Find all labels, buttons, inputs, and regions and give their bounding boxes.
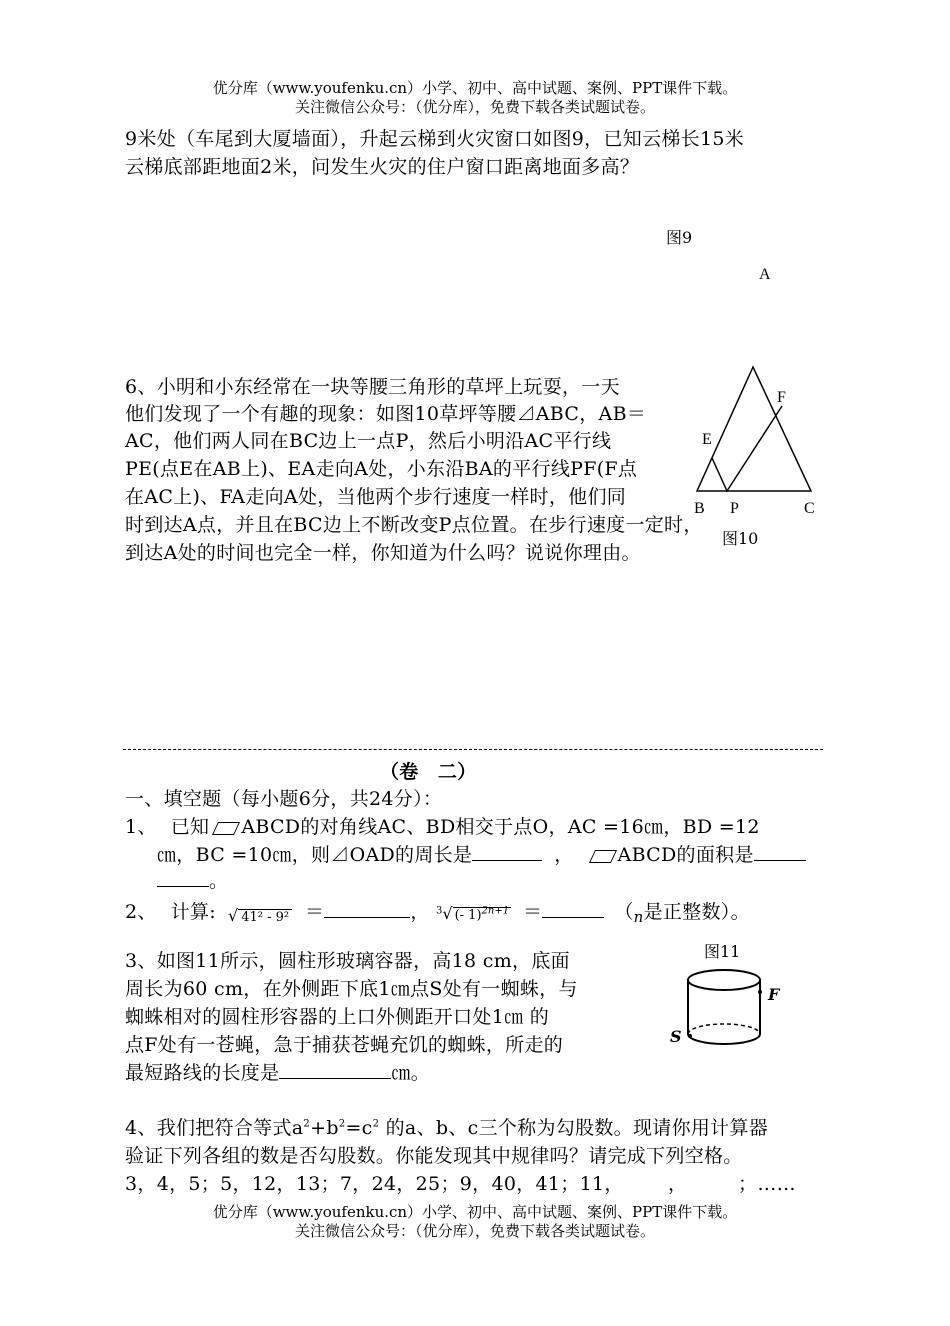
q6-line: 6、小明和小东经常在一块等腰三角形的草坪上玩耍，一天	[125, 376, 620, 398]
q1-text: 已知	[170, 816, 210, 838]
q2-number: 2、	[125, 901, 157, 923]
q6-line: PE(点E在AB上)、EA走向A处，小东沿BA的平行线PF(F点	[125, 458, 638, 480]
root-exponent: 2n+1	[481, 905, 510, 917]
q2-line	[125, 897, 216, 924]
q3-line: 3、如图11所示，圆柱形玻璃容器，高18 cm，底面	[125, 950, 570, 972]
q1-period: 。	[209, 870, 229, 892]
fill-in-section-heading: 一、填空题（每小题6分，共24分）：	[125, 788, 443, 810]
figure-label-p: P	[730, 500, 739, 517]
q2-end	[523, 897, 750, 926]
figure-11-caption: 图11	[704, 942, 741, 961]
q1-text: ABCD的面积是	[617, 844, 754, 866]
sqrt-expression: √ 41² - 9²	[228, 906, 292, 925]
q3-unit: ㎝。	[391, 1062, 431, 1084]
q4-text: +b	[310, 1117, 339, 1139]
q2-answer-blank-1[interactable]	[324, 899, 410, 918]
q2-paren: （	[614, 901, 634, 923]
sqrt-radicand: 41² - 9²	[238, 909, 292, 925]
footer-line-1: 优分库（www.youfenku.cn）小学、初中、高中试题、案例、PPT课件下载。	[212, 1203, 738, 1221]
q3-last-line	[125, 1058, 430, 1085]
q4-text: =c	[345, 1117, 373, 1139]
q6-line: 在AC上)、FA走向A处，当他两个步行速度一样时，他们同	[125, 486, 627, 508]
figure-9-caption: 图9	[666, 228, 693, 247]
q1-number: 1、	[125, 816, 157, 838]
q4-text: 4、我们把符合等式a	[125, 1117, 304, 1139]
section-divider	[123, 749, 823, 750]
q5-line-2: 云梯底部距地面2米，问发生火灾的住户窗口距离地面多高？	[125, 156, 640, 178]
q3-text: 最短路线的长度是	[125, 1062, 280, 1084]
q1-text: ㎝，BC =10㎝，则⊿OAD的周长是	[157, 844, 473, 866]
q6-line: 他们发现了一个有趣的现象：如图10草坪等腰⊿ABC，AB＝	[125, 403, 647, 425]
q2-text: 计算:	[170, 901, 217, 923]
q1-line-1	[125, 812, 760, 839]
q4-line-1	[125, 1113, 768, 1140]
q1-line-2	[157, 840, 806, 867]
q1-text: ABCD的对角线AC、BD相交于点O，AC =16㎝，BD =12	[241, 816, 760, 838]
equals-sign: ＝	[523, 901, 543, 923]
exponent: 2	[303, 1118, 311, 1130]
figure-label-c: C	[804, 500, 815, 517]
root-index: 3	[436, 905, 443, 917]
q6-line: 到达A处的时间也完全一样，你知道为什么吗？说说你理由。	[125, 542, 641, 564]
q4-line-3: 3，4，5；5，12，13；7，24，25；9，40，41；11， ， ；……	[125, 1173, 796, 1195]
figure-10-caption: 图10	[722, 529, 759, 548]
q1-comma: ，	[554, 844, 574, 866]
q2-answer-blank-2[interactable]	[542, 899, 604, 918]
figure-11-label-f: F	[768, 985, 780, 1004]
q4-line-2: 验证下列各组的数是否勾股数。你能发现其中规律吗？请完成下列空格。	[125, 1145, 743, 1167]
root-body: (- 1)	[454, 908, 482, 923]
q2-mid	[305, 897, 430, 924]
header-line-1: 优分库（www.youfenku.cn）小学、初中、高中试题、案例、PPT课件下载。	[212, 79, 738, 97]
q5-line-1: 9米处（车尾到大厦墙面），升起云梯到火灾窗口如图9，已知云梯长15米	[125, 128, 745, 150]
q6-line: AC，他们两人同在BC边上一点P，然后小明沿AC平行线	[125, 430, 612, 452]
footer-line-2: 关注微信公众号：（优分库），免费下载各类试题试卷。	[294, 1222, 655, 1240]
q6-line: 时到达A点，并且在BC边上不断改变P点位置。在步行速度一定时，	[125, 514, 703, 536]
figure-11-cylinder	[684, 966, 766, 1052]
q3-answer-blank[interactable]	[279, 1060, 391, 1079]
q2-comma: ，	[410, 901, 430, 923]
q1-line-3	[157, 866, 228, 893]
equals-sign: ＝	[305, 901, 325, 923]
figure-label-b: B	[694, 500, 705, 517]
header-line-2: 关注微信公众号：（优分库），免费下载各类试题试卷。	[294, 98, 655, 116]
figure-label-e: E	[702, 431, 712, 448]
figure-10-triangle	[690, 360, 820, 495]
q1-answer-blank-perimeter[interactable]	[472, 842, 542, 861]
q2-note: 是正整数）。	[643, 901, 750, 923]
q1-answer-blank-area-cont[interactable]	[157, 868, 209, 887]
variable-n: n	[633, 908, 644, 926]
q3-line: 周长为60 cm，在外侧距下底1㎝点S处有一蜘蛛，与	[125, 978, 578, 1000]
cube-root-expression: $^3$√ (- 1)$^{2n+1}$	[436, 904, 510, 923]
part-2-title: （卷 二）	[380, 761, 477, 783]
figure-label-a: A	[759, 266, 771, 283]
q3-line: 点F处有一苍蝇，急于捕获苍蝇充饥的蜘蛛，所走的	[125, 1034, 564, 1056]
figure-label-f: F	[777, 389, 786, 406]
parallelogram-icon	[212, 822, 240, 835]
exponent: 2	[338, 1118, 346, 1130]
parallelogram-icon	[589, 850, 617, 863]
exponent: 2	[372, 1118, 380, 1130]
q3-line: 蜘蛛相对的圆柱形容器的上口外侧距开口处1㎝ 的	[125, 1006, 550, 1028]
q4-text: 的a、b、c三个称为勾股数。现请你用计算器	[379, 1117, 769, 1139]
q1-answer-blank-area[interactable]	[754, 842, 806, 861]
figure-11-label-s: S	[670, 1027, 682, 1046]
